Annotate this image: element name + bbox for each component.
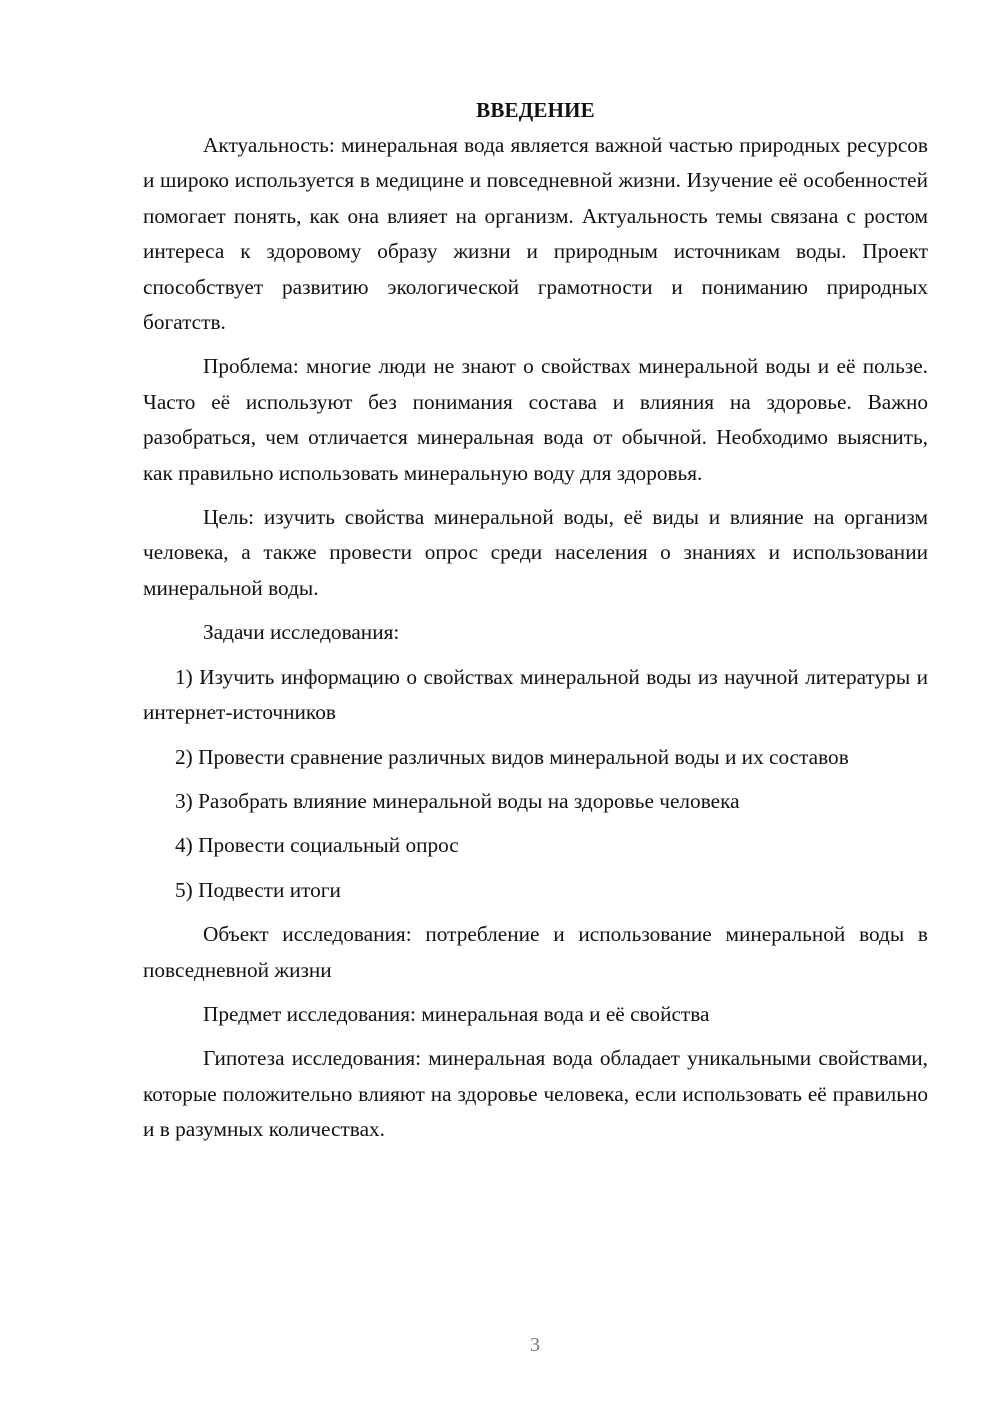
tasks-list [143, 660, 928, 908]
page-number: 3 [530, 1334, 540, 1356]
paragraph-relevance: Актуальность: минеральная вода является важной частью природных ресурсов и широко используется в медицине и повседневной жизни. Изучение её особенностей помогает понять, как она влияет на организм. Актуальность темы связана с ростом интереса к здоровому образу жизни и природным источникам воды. Проект способствует развитию экологической грамотности и пониманию природных богатств. [143, 133, 928, 335]
task-item: 4) Провести социальный опрос [175, 833, 459, 858]
paragraph-subject: Предмет исследования: минеральная вода и её свойства [203, 1001, 710, 1026]
task-item: 5) Подвести итоги [175, 877, 341, 902]
paragraph-goal: Цель: изучить свойства минеральной воды, её виды и влияние на организм человека, а также провести опрос среди населения о знаниях и использовании минеральной воды. [143, 505, 928, 600]
section-title: ВВЕДЕНИЕ [476, 98, 595, 122]
document-page [143, 96, 928, 1148]
paragraph-problem: Проблема: многие люди не знают о свойствах минеральной воды и её пользе. Часто её используют без понимания состава и влияния на здоровье. Важно разобраться, чем отличается минеральная вода от обычной. Необходимо выяснить, как правильно использовать минеральную воду для здоровья. [143, 354, 928, 485]
task-item: 2) Провести сравнение различных видов минеральной воды и их составов [175, 744, 849, 769]
task-item: 1) Изучить информацию о свойствах минеральной воды из научной литературы и интернет-источников [143, 664, 928, 725]
paragraph-object: Объект исследования: потребление и использование минеральной воды в повседневной жизни [143, 922, 928, 982]
task-item: 3) Разобрать влияние минеральной воды на здоровье человека [175, 788, 740, 813]
tasks-heading: Задачи исследования: [203, 620, 400, 645]
paragraph-hypothesis: Гипотеза исследования: минеральная вода обладает уникальными свойствами, которые положительно влияют на здоровье человека, если использовать её правильно и в разумных количествах. [143, 1046, 928, 1142]
